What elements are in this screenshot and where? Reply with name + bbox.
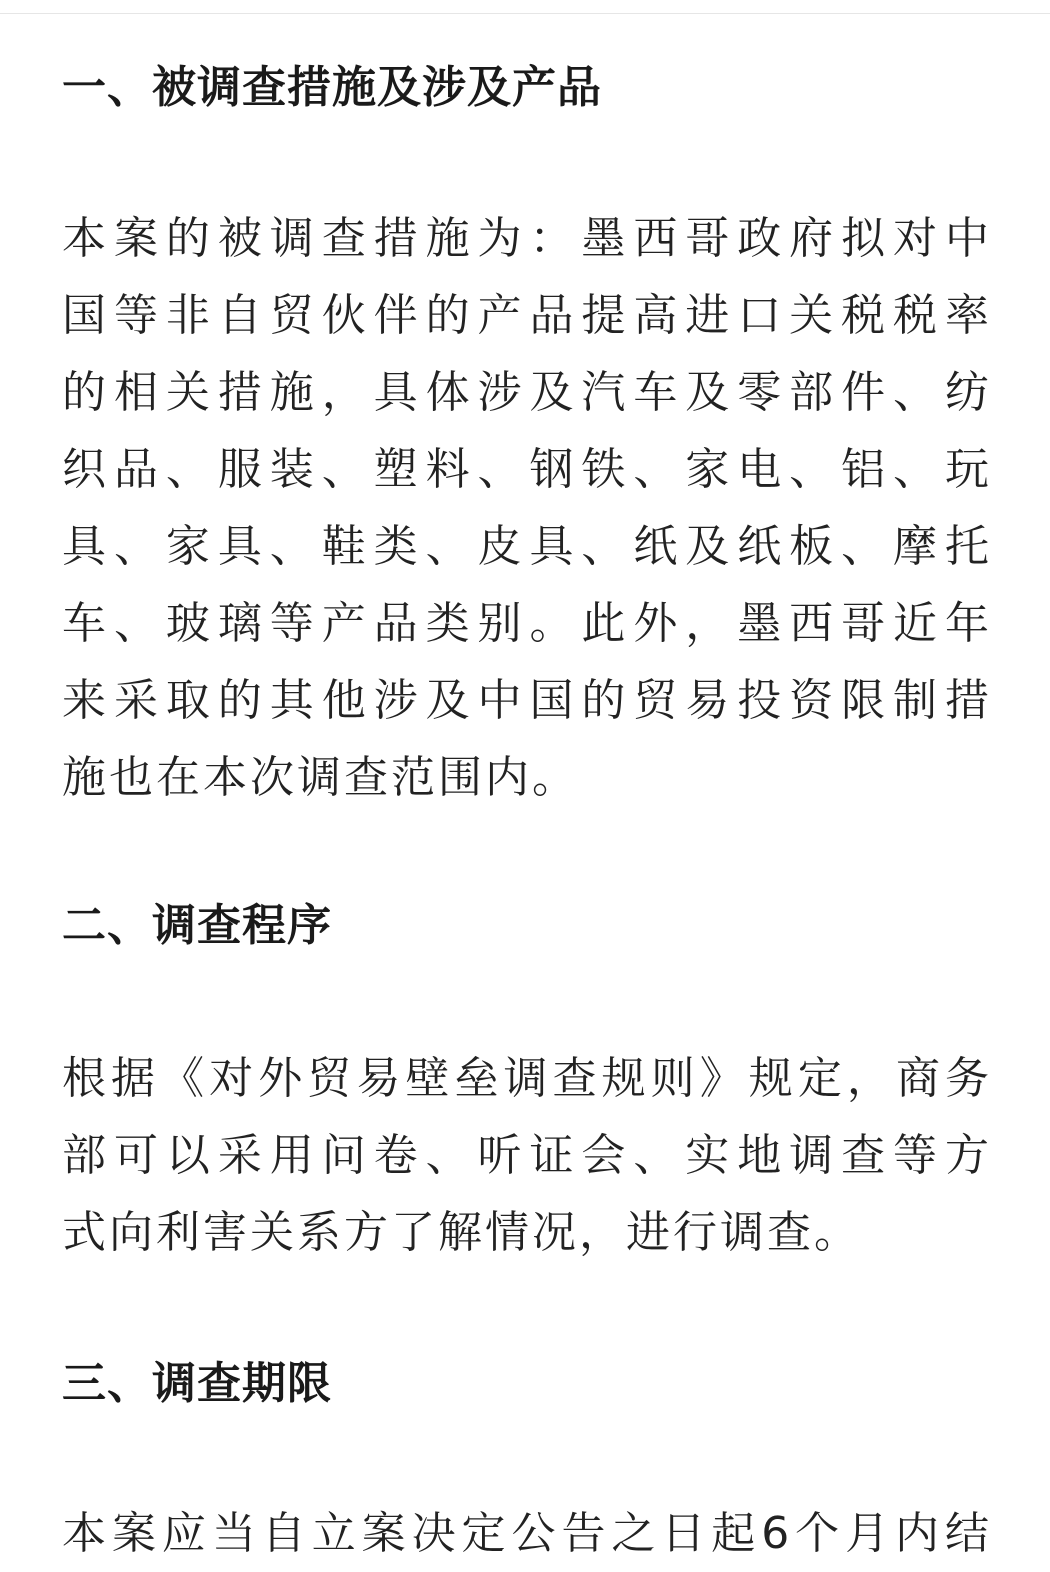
section-heading-2: 二、调查程序 [62,900,332,951]
paragraph-line: 国等非自贸伙伴的产品提高进口关税税率 [62,290,992,341]
paragraph-line: 车、玻璃等产品类别。此外，墨西哥近年 [62,598,992,649]
paragraph-line: 施也在本次调查范围内。 [62,752,579,803]
section-heading-1: 一、被调查措施及涉及产品 [62,62,602,113]
paragraph-period [62,1495,992,1572]
paragraph-procedure [62,1040,992,1271]
paragraph-line: 本案应当自立案决定公告之日起6个月内结 [62,1508,992,1559]
paragraph-line: 来采取的其他涉及中国的贸易投资限制措 [62,675,992,726]
paragraph-line: 的相关措施，具体涉及汽车及零部件、纺 [62,367,992,418]
paragraph-line: 式向利害关系方了解情况，进行调查。 [62,1207,861,1258]
paragraph-measures [62,200,992,816]
paragraph-line: 部可以采用问卷、听证会、实地调查等方 [62,1130,992,1181]
paragraph-line: 织品、服装、塑料、钢铁、家电、铝、玩 [62,444,992,495]
paragraph-line: 具、家具、鞋类、皮具、纸及纸板、摩托 [62,521,992,572]
paragraph-line: 根据《对外贸易壁垒调查规则》规定，商务 [62,1053,992,1104]
paragraph-line: 本案的被调查措施为：墨西哥政府拟对中 [62,213,992,264]
section-heading-3: 三、调查期限 [62,1358,332,1409]
top-divider [0,13,1050,14]
